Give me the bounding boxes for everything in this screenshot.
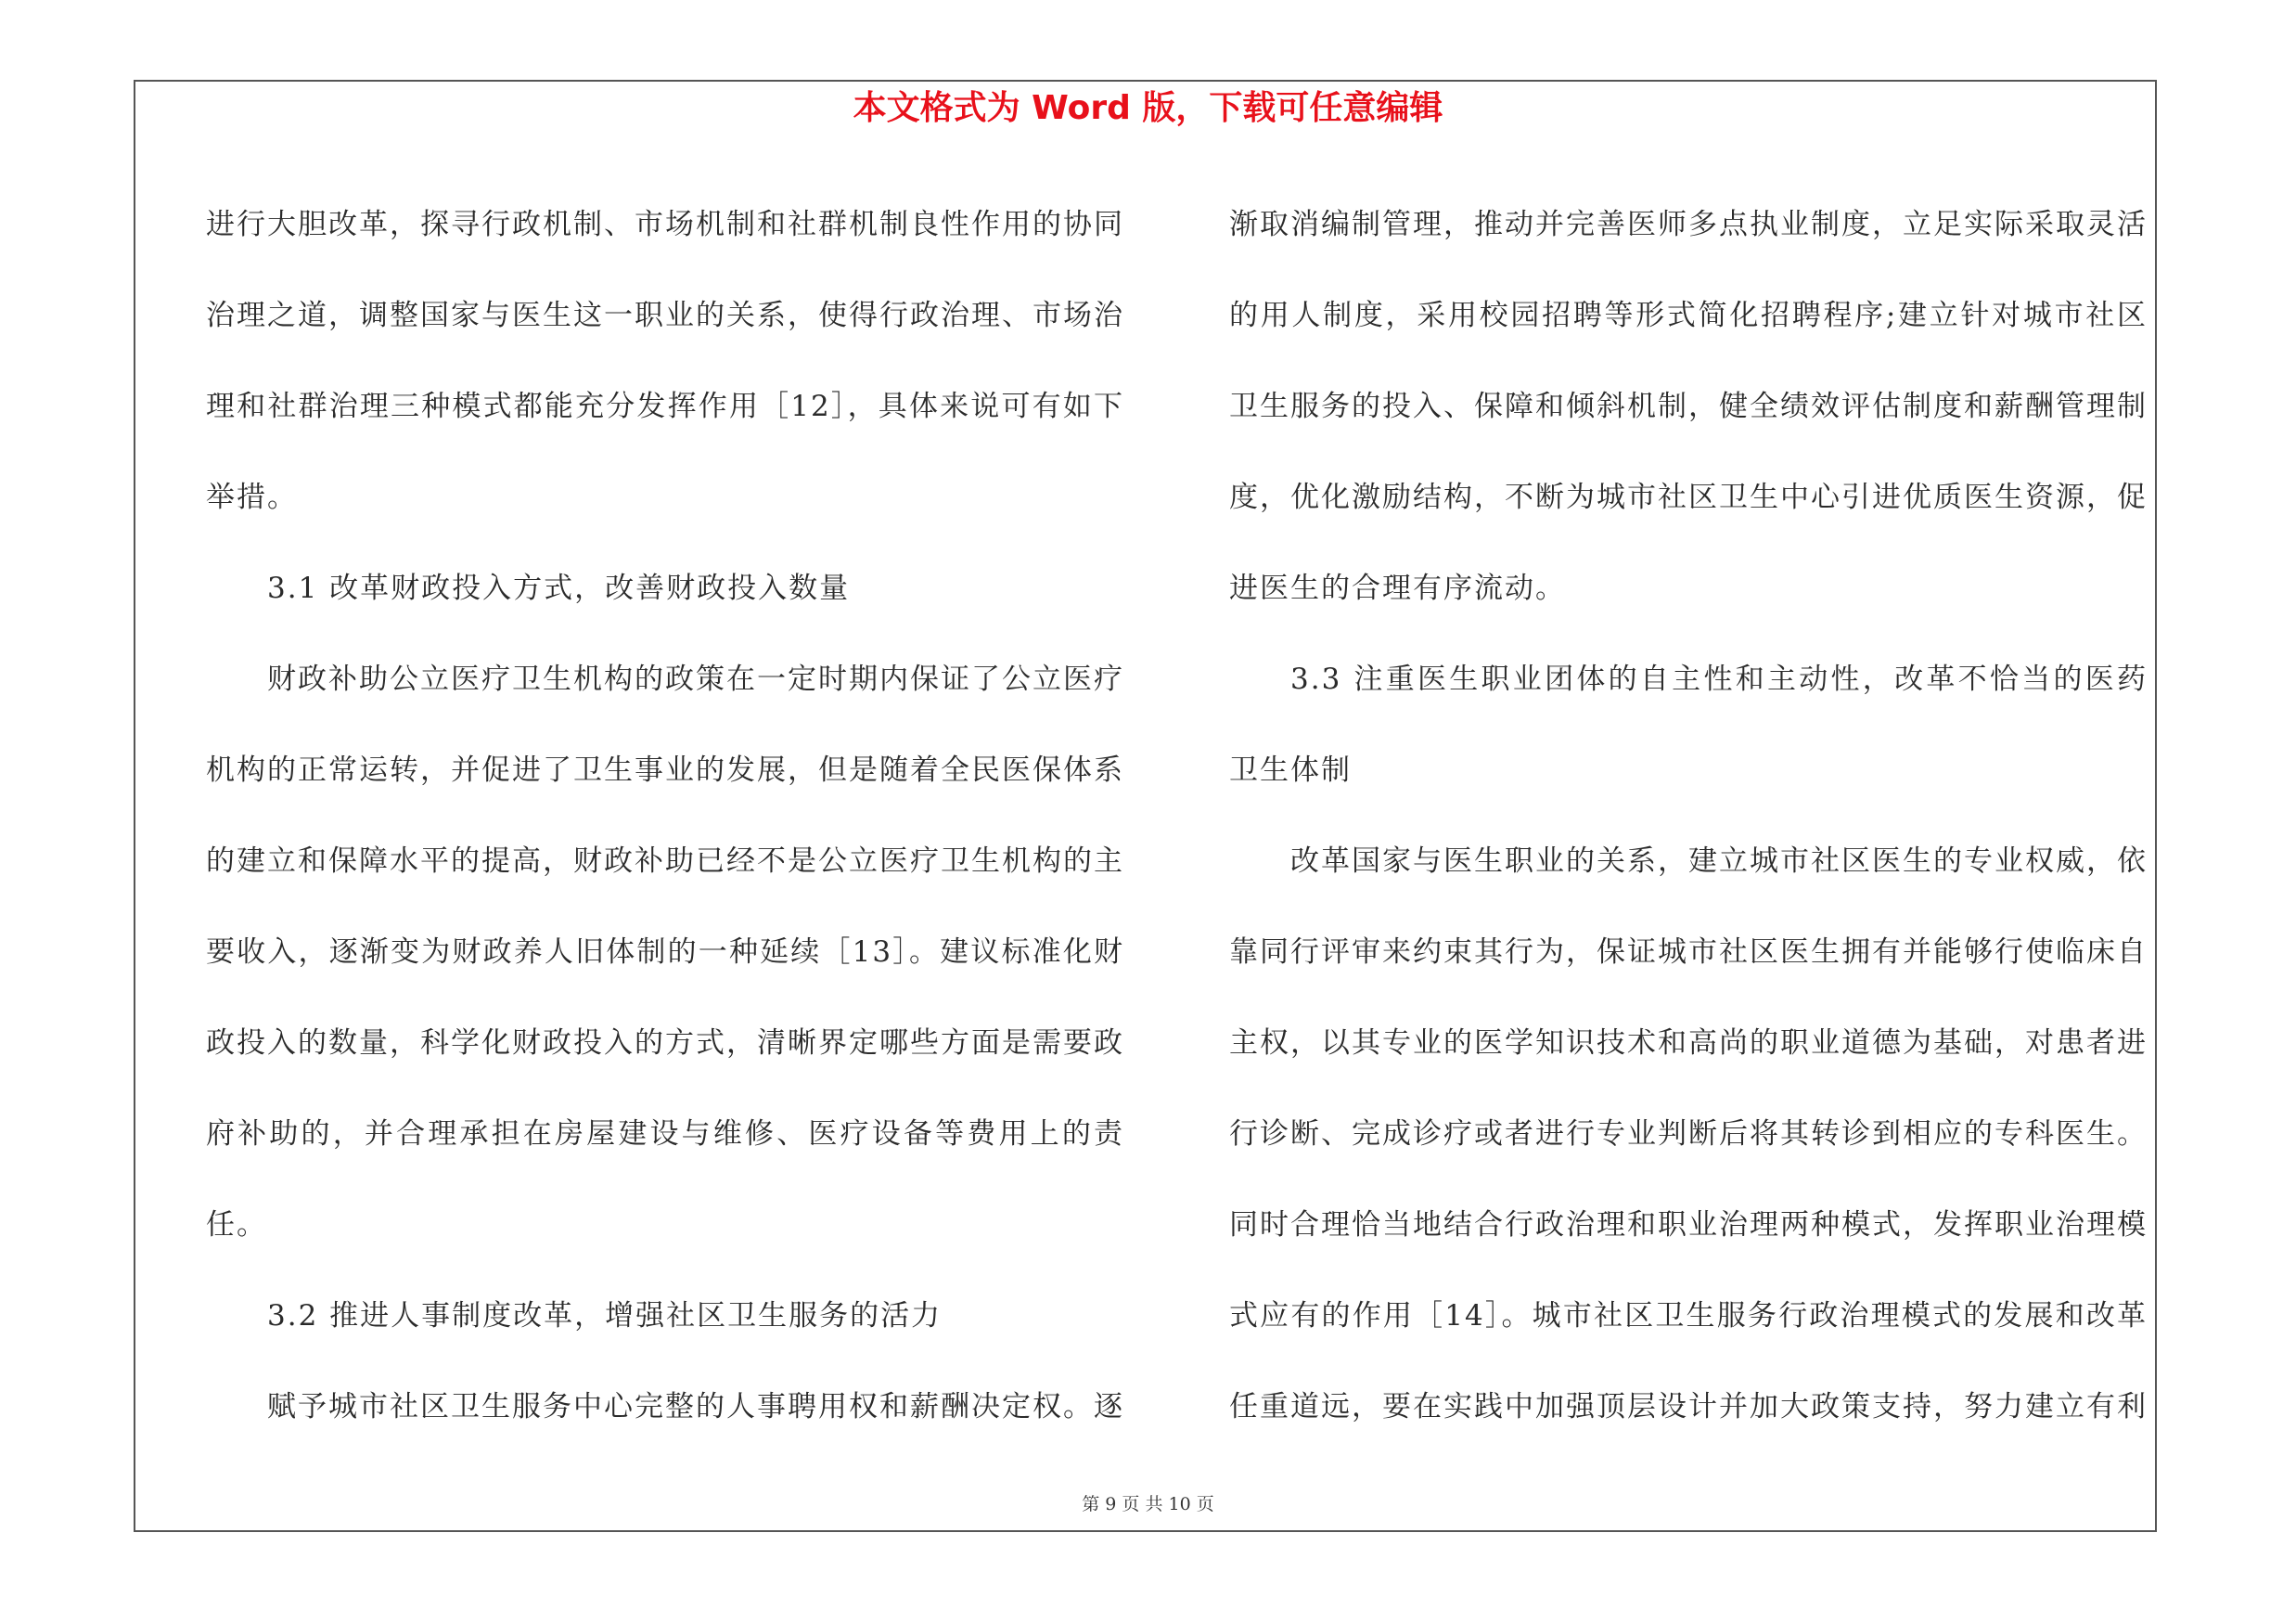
section-heading: 3.1 改革财政投入方式，改善财政投入数量 xyxy=(267,572,851,605)
format-notice-banner: 本文格式为 Word 版，下载可任意编辑 xyxy=(853,89,1443,127)
left-column xyxy=(206,179,1124,1452)
paragraph: 赋予城市社区卫生服务中心完整的人事聘用权和薪酬决定权。逐 xyxy=(267,1390,1124,1423)
right-column xyxy=(1229,179,2148,1452)
paragraph: 进行大胆改革，探寻行政机制、市场机制和社群机制良性作用的协同治理之道，调整国家与医生这一职业的关系，使得行政治理、市场治理和社群治理三种模式都能充分发挥作用［12］，具体来说可有如下举措。 xyxy=(206,208,1124,514)
paragraph: 渐取消编制管理，推动并完善医师多点执业制度，立足实际采取灵活的用人制度，采用校园招聘等形式简化招聘程序;建立针对城市社区卫生服务的投入、保障和倾斜机制，健全绩效评估制度和薪酬管理制度，优化激励结构，不断为城市社区卫生中心引进优质医生资源，促进医生的合理有序流动。 xyxy=(1229,208,2148,605)
paragraph: 改革国家与医生职业的关系，建立城市社区医生的专业权威，依靠同行评审来约束其行为，保证城市社区医生拥有并能够行使临床自主权，以其专业的医学知识技术和高尚的职业道德为基础，对患者进行诊断、完成诊疗或者进行专业判断后将其转诊到相应的专科医生。同时合理恰当地结合行政治理和职业治理两种模式，发挥职业治理模式应有的作用［14］。城市社区卫生服务行政治理模式的发展和改革任重道远，要在实践中加强顶层设计并加大政策支持，努力建立有利 xyxy=(1229,844,2148,1423)
section-heading: 3.2 推进人事制度改革，增强社区卫生服务的活力 xyxy=(267,1299,943,1333)
paragraph: 财政补助公立医疗卫生机构的政策在一定时期内保证了公立医疗机构的正常运转，并促进了卫生事业的发展，但是随着全民医保体系的建立和保障水平的提高，财政补助已经不是公立医疗卫生机构的主要收入，逐渐变为财政养人旧体制的一种延续［13］。建议标准化财政投入的数量，科学化财政投入的方式，清晰界定哪些方面是需要政府补助的，并合理承担在房屋建设与维修、医疗设备等费用上的责任。 xyxy=(206,663,1124,1242)
page-number-footer: 第 9 页 共 10 页 xyxy=(1082,1494,1214,1514)
section-heading: 3.3 注重医生职业团体的自主性和主动性，改革不恰当的医药卫生体制 xyxy=(1229,663,2148,787)
